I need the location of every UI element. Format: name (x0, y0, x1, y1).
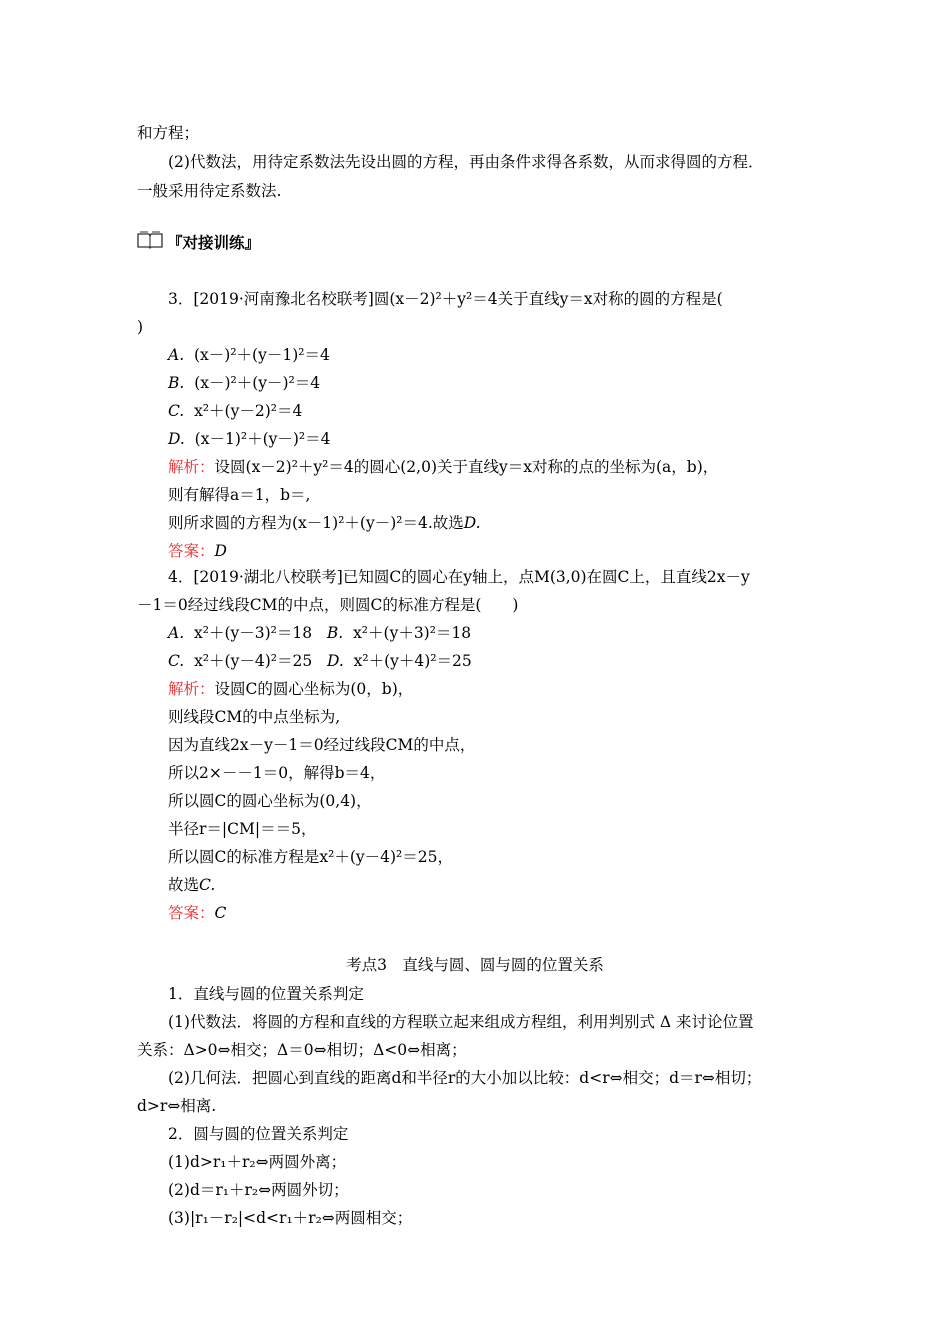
kaodian-p5: d>r⇔相离. (137, 1097, 217, 1115)
analysis-text: 设圆(x－2)²＋y²＝4的圆心(2,0)关于直线y＝x对称的点的坐标为(a，b)， (214, 458, 719, 476)
option-text: (x－1)²＋(y－)²＝4 (194, 430, 331, 448)
intro-line-2: (2)代数法，用待定系数法先设出圆的方程，再由条件求得各系数，从而求得圆的方程． (168, 153, 764, 171)
q4-analysis-line-4: 所以2×－－1＝0，解得b＝4， (168, 764, 386, 782)
q4-analysis-line-3: 因为直线2x－y－1＝0经过线段CM的中点， (168, 736, 476, 754)
q3-option-d (168, 429, 331, 449)
q4-stem-line-2: －1＝0经过线段CM的中点，则圆C的标准方程是( ) (137, 596, 519, 614)
kaodian-p3: 关系：Δ>0⇔相交；Δ＝0⇔相切；Δ<0⇔相离； (137, 1041, 467, 1059)
q3-stem-line-1: 3．[2019·河南豫北名校联考]圆(x－2)²＋y²＝4关于直线y＝x对称的圆的方程是( (168, 290, 723, 308)
analysis-text: 则所求圆的方程为(x－1)²＋(y－)²＝4.故选 (168, 514, 464, 532)
q3-analysis-line-2: 则有解得a＝1，b＝, (168, 486, 311, 504)
q4-analysis-line-7: 所以圆C的标准方程是x²＋(y－4)²＝25， (168, 848, 453, 866)
q3-analysis-line-1 (168, 457, 718, 477)
option-letter: D. (326, 652, 344, 670)
q4-options-row-1 (168, 623, 471, 643)
choice-letter: C. (199, 876, 216, 894)
kaodian-heading: 考点3 直线与圆、圆与圆的位置关系 (346, 956, 604, 974)
q3-stem-line-2: ) (137, 318, 144, 336)
kaodian-p7: (1)d>r₁＋r₂⇔两圆外离； (168, 1153, 347, 1171)
q4-stem-line-1: 4．[2019·湖北八校联考]已知圆C的圆心在y轴上，点M(3,0)在圆C上，且直线2x－y (168, 568, 750, 586)
option-text: (x－)²＋(y－)²＝4 (194, 374, 321, 392)
q3-option-c (168, 401, 302, 421)
q4-analysis-line-5: 所以圆C的圆心坐标为(0,4)， (168, 792, 372, 810)
option-letter: C. (168, 402, 185, 420)
q3-option-a (168, 345, 330, 365)
kaodian-p4: (2)几何法．把圆心到直线的距离d和半径r的大小加以比较：d<r⇔相交；d＝r⇔相切； (168, 1069, 762, 1087)
answer-value: D (214, 542, 227, 560)
option-letter: C. (168, 652, 185, 670)
analysis-label: 解析： (168, 458, 215, 476)
q3-answer (168, 541, 227, 561)
q4-options-row-2 (168, 651, 472, 671)
answer-label: 答案： (168, 542, 215, 560)
intro-line-3: 一般采用待定系数法. (137, 182, 282, 200)
kaodian-p1: 1．直线与圆的位置关系判定 (168, 985, 364, 1003)
kaodian-p8: (2)d＝r₁＋r₂⇔两圆外切； (168, 1181, 349, 1199)
option-text: x²＋(y＋4)²＝25 (353, 652, 472, 670)
analysis-text: 设圆C的圆心坐标为(0，b)， (214, 680, 414, 698)
option-letter: B. (168, 374, 185, 392)
open-book-icon (137, 231, 163, 249)
q3-analysis-line-3 (168, 513, 481, 533)
q4-analysis-line-8 (168, 875, 215, 895)
q4-analysis-line-6: 半径r＝|CM|＝＝5， (168, 820, 317, 838)
q4-analysis-line-1 (168, 679, 413, 699)
option-text: x²＋(y－2)²＝4 (194, 402, 303, 420)
option-letter: A. (168, 624, 185, 642)
kaodian-p6: 2．圆与圆的位置关系判定 (168, 1125, 349, 1143)
answer-value: C (214, 904, 227, 922)
section-title: 『对接训练』 (167, 234, 261, 252)
answer-label: 答案： (168, 904, 215, 922)
q4-answer (168, 903, 226, 923)
option-letter: B. (326, 624, 344, 642)
analysis-text: 故选 (168, 876, 200, 894)
q3-option-b (168, 373, 320, 393)
option-text: x²＋(y＋3)²＝18 (353, 624, 472, 642)
kaodian-p9: (3)|r₁－r₂|<d<r₁＋r₂⇔两圆相交； (168, 1209, 413, 1227)
kaodian-p2: (1)代数法．将圆的方程和直线的方程联立起来组成方程组，利用判别式 Δ 来讨论位置 (168, 1013, 754, 1031)
option-text: x²＋(y－3)²＝18 (193, 624, 313, 642)
option-letter: D. (168, 430, 185, 448)
option-text: x²＋(y－4)²＝25 (194, 652, 313, 670)
intro-line-1: 和方程； (137, 124, 200, 142)
option-letter: A. (168, 346, 185, 364)
option-text: (x－)²＋(y－1)²＝4 (193, 346, 330, 364)
q4-analysis-line-2: 则线段CM的中点坐标为, (168, 708, 341, 726)
choice-letter: D. (463, 514, 481, 532)
analysis-label: 解析： (168, 680, 215, 698)
